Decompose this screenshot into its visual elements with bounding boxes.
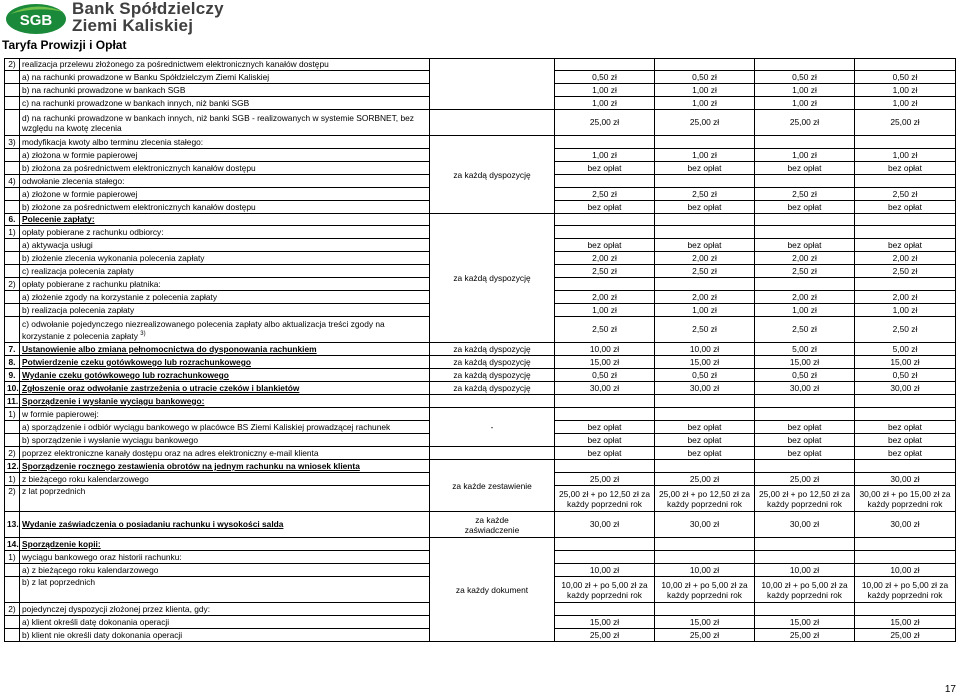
- fee-value: 30,00 zł: [555, 512, 655, 538]
- fee-value: 1,00 zł: [855, 149, 956, 162]
- bank-name-line2: Ziemi Kaliskiej: [72, 16, 194, 35]
- fee-value: 2,50 zł: [855, 265, 956, 278]
- fee-value: bez opłat: [755, 239, 855, 252]
- fee-value: 30,00 zł: [855, 473, 956, 486]
- fee-value: 5,00 zł: [855, 343, 956, 356]
- row-description: c) odwołanie pojedynczego niezrealizowanego polecenia zapłaty albo aktualizacja treści zgody na korzystanie z polecenia zapłaty $^{3)}$: [20, 317, 430, 343]
- fee-value: 25,00 zł + po 12,50 zł za każdy poprzedni rok: [755, 486, 855, 512]
- row-description: b) złożona za pośrednictwem elektronicznych kanałów dostępu: [20, 162, 430, 175]
- section-row: [5, 512, 956, 538]
- section-number: 12.: [5, 460, 20, 473]
- row-description: b) realizacja polecenia zapłaty: [20, 304, 430, 317]
- fee-value: 25,00 zł + po 12,50 zł za każdy poprzedni rok: [655, 486, 755, 512]
- unit-label: za każdą dyspozycję: [430, 382, 555, 395]
- fee-value: 25,00 zł: [555, 629, 655, 642]
- fee-value: 25,00 zł: [855, 110, 956, 136]
- fee-value: bez opłat: [555, 201, 655, 214]
- logo-text: SGB: [19, 12, 53, 29]
- fee-value: 2,00 zł: [855, 291, 956, 304]
- document-title: Taryfa Prowizji i Opłat: [2, 38, 127, 52]
- fee-value: bez opłat: [755, 421, 855, 434]
- fee-value: 25,00 zł: [655, 110, 755, 136]
- fee-value: 0,50 zł: [555, 71, 655, 84]
- fee-value: 0,50 zł: [655, 71, 755, 84]
- fee-value: 30,00 zł: [855, 382, 956, 395]
- fee-value: 0,50 zł: [755, 71, 855, 84]
- section-row: [5, 356, 956, 369]
- fee-value: 15,00 zł: [855, 356, 956, 369]
- fee-value: 25,00 zł: [555, 110, 655, 136]
- fee-value: bez opłat: [755, 434, 855, 447]
- fee-value: bez opłat: [655, 239, 755, 252]
- fee-value: 2,50 zł: [555, 317, 655, 343]
- row-description: b) złożone za pośrednictwem elektronicznych kanałów dostępu: [20, 201, 430, 214]
- row-description: realizacja przelewu złożonego za pośrednictwem elektronicznych kanałów dostępu: [20, 59, 430, 71]
- fee-value: 2,00 zł: [855, 252, 956, 265]
- fee-value: 1,00 zł: [855, 84, 956, 97]
- table-row: [5, 447, 956, 460]
- fee-value: 15,00 zł: [555, 356, 655, 369]
- row-description: b) z lat poprzednich: [20, 577, 430, 603]
- fee-value: bez opłat: [555, 447, 655, 460]
- fee-value: 25,00 zł: [855, 629, 956, 642]
- row-number: 2): [5, 59, 20, 71]
- row-number: 1): [5, 473, 20, 486]
- row-number: 4): [5, 175, 20, 188]
- row-description: z lat poprzednich: [20, 486, 430, 512]
- fee-value: bez opłat: [755, 201, 855, 214]
- fee-value: 30,00 zł + po 15,00 zł za każdy poprzedni rok: [855, 486, 956, 512]
- fee-value: 2,50 zł: [755, 317, 855, 343]
- section-title: Ustanowienie albo zmiana pełnomocnictwa do dysponowania rachunkiem: [20, 343, 430, 356]
- fee-value: 10,00 zł: [555, 564, 655, 577]
- row-number: 1): [5, 226, 20, 239]
- fee-value: bez opłat: [555, 162, 655, 175]
- fee-value: 15,00 zł: [655, 616, 755, 629]
- fee-value: 15,00 zł: [755, 616, 855, 629]
- row-number: 2): [5, 603, 20, 616]
- row-description: a) klient określi datę dokonania operacji: [20, 616, 430, 629]
- row-description: b) złożenie zlecenia wykonania polecenia zapłaty: [20, 252, 430, 265]
- fee-value: bez opłat: [655, 421, 755, 434]
- fee-value: bez opłat: [555, 434, 655, 447]
- row-description: pojedynczej dyspozycji złożonej przez klienta, gdy:: [20, 603, 430, 616]
- section-number: 8.: [5, 356, 20, 369]
- fee-value: 15,00 zł: [855, 616, 956, 629]
- row-number: 1): [5, 408, 20, 421]
- fee-value: 1,00 zł: [755, 149, 855, 162]
- row-description: a) aktywacja usługi: [20, 239, 430, 252]
- table-row: [5, 408, 956, 421]
- fee-value: 1,00 zł: [755, 84, 855, 97]
- fee-value: 1,00 zł: [655, 304, 755, 317]
- unit-label: za każdy dokument: [430, 538, 555, 642]
- row-description: modyfikacja kwoty albo terminu zlecenia stałego:: [20, 136, 430, 149]
- table-row: [5, 59, 956, 71]
- row-description: a) złożona w formie papierowej: [20, 149, 430, 162]
- fee-value: 1,00 zł: [655, 149, 755, 162]
- fee-value: 30,00 zł: [555, 382, 655, 395]
- fee-value: 2,00 zł: [655, 252, 755, 265]
- fee-value: 15,00 zł: [655, 356, 755, 369]
- fee-value: bez opłat: [755, 162, 855, 175]
- fee-value: 2,50 zł: [755, 265, 855, 278]
- fee-table: [4, 58, 956, 642]
- row-description: wyciągu bankowego oraz historii rachunku:: [20, 551, 430, 564]
- section-row: [5, 214, 956, 226]
- row-number: 1): [5, 551, 20, 564]
- section-title: Wydanie zaświadczenia o posiadaniu rachunku i wysokości salda: [20, 512, 430, 538]
- fee-value: 1,00 zł: [855, 97, 956, 110]
- row-number: 2): [5, 486, 20, 512]
- table-row: [5, 110, 956, 136]
- fee-value: 5,00 zł: [755, 343, 855, 356]
- row-number: 2): [5, 278, 20, 291]
- fee-value: 30,00 zł: [655, 512, 755, 538]
- section-title: Wydanie czeku gotówkowego lub rozrachunkowego: [20, 369, 430, 382]
- fee-value: bez opłat: [855, 447, 956, 460]
- fee-value: bez opłat: [855, 162, 956, 175]
- fee-value: 2,00 zł: [755, 291, 855, 304]
- fee-value: 25,00 zł: [755, 629, 855, 642]
- section-title: Potwierdzenie czeku gotówkowego lub rozrachunkowego: [20, 356, 430, 369]
- section-row: [5, 369, 956, 382]
- fee-value: 10,00 zł: [655, 564, 755, 577]
- fee-value: 10,00 zł + po 5,00 zł za każdy poprzedni rok: [855, 577, 956, 603]
- fee-value: bez opłat: [855, 434, 956, 447]
- section-row: [5, 460, 956, 473]
- fee-value: bez opłat: [655, 201, 755, 214]
- unit-label: za każdą dyspozycję: [430, 369, 555, 382]
- fee-value: 10,00 zł + po 5,00 zł za każdy poprzedni rok: [555, 577, 655, 603]
- fee-value: 1,00 zł: [555, 304, 655, 317]
- section-number: 7.: [5, 343, 20, 356]
- unit-label: za każdą dyspozycję: [430, 214, 555, 343]
- row-description: poprzez elektroniczne kanały dostępu oraz na adres elektroniczny e-mail klienta: [20, 447, 430, 460]
- fee-value: 1,00 zł: [755, 304, 855, 317]
- section-number: 14.: [5, 538, 20, 551]
- fee-value: 2,50 zł: [555, 188, 655, 201]
- table-row: [5, 136, 956, 149]
- row-number: 2): [5, 447, 20, 460]
- fee-value: bez opłat: [855, 239, 956, 252]
- row-description: z bieżącego roku kalendarzowego: [20, 473, 430, 486]
- fee-value: 1,00 zł: [855, 304, 956, 317]
- fee-value: bez opłat: [655, 447, 755, 460]
- fee-value: 2,50 zł: [555, 265, 655, 278]
- fee-value: bez opłat: [555, 421, 655, 434]
- section-number: 13.: [5, 512, 20, 538]
- fee-value: bez opłat: [855, 421, 956, 434]
- fee-value: 2,00 zł: [555, 252, 655, 265]
- row-description: a) złożone w formie papierowej: [20, 188, 430, 201]
- fee-value: 25,00 zł: [555, 473, 655, 486]
- row-description: b) sporządzenie i wysłanie wyciągu bankowego: [20, 434, 430, 447]
- section-title: Sporządzenie i wysłanie wyciągu bankowego:: [20, 395, 430, 408]
- section-number: 10.: [5, 382, 20, 395]
- sgb-logo: [4, 2, 68, 36]
- row-description: b) klient nie określi daty dokonania operacji: [20, 629, 430, 642]
- fee-value: 2,50 zł: [655, 265, 755, 278]
- section-number: 6.: [5, 214, 20, 226]
- fee-value: bez opłat: [655, 434, 755, 447]
- section-title: Polecenie zapłaty:: [20, 214, 430, 226]
- bank-name-line1: Bank Spółdzielczy: [72, 0, 224, 18]
- fee-value: bez opłat: [755, 447, 855, 460]
- unit-label: za każde zaświadczenie: [430, 512, 555, 538]
- unit-label: za każdą dyspozycję: [430, 343, 555, 356]
- unit-label: -: [430, 408, 555, 447]
- fee-value: 10,00 zł: [855, 564, 956, 577]
- section-title: Zgłoszenie oraz odwołanie zastrzeżenia o utracie czeków i blankietów: [20, 382, 430, 395]
- fee-value: 1,00 zł: [755, 97, 855, 110]
- fee-value: 30,00 zł: [655, 382, 755, 395]
- fee-value: 0,50 zł: [855, 71, 956, 84]
- fee-value: 10,00 zł: [555, 343, 655, 356]
- fee-value: 25,00 zł: [655, 473, 755, 486]
- fee-value: 25,00 zł: [655, 629, 755, 642]
- unit-label: za każdą dyspozycję: [430, 136, 555, 214]
- row-description: c) na rachunki prowadzone w bankach innych, niż banki SGB: [20, 97, 430, 110]
- section-row: [5, 395, 956, 408]
- fee-value: 30,00 zł: [755, 512, 855, 538]
- fee-value: 15,00 zł: [755, 356, 855, 369]
- fee-value: 25,00 zł: [755, 473, 855, 486]
- fee-value: 0,50 zł: [655, 369, 755, 382]
- fee-value: 0,50 zł: [855, 369, 956, 382]
- row-description: a) złożenie zgody na korzystanie z polecenia zapłaty: [20, 291, 430, 304]
- fee-value: 25,00 zł: [755, 110, 855, 136]
- row-description: w formie papierowej:: [20, 408, 430, 421]
- fee-value: 1,00 zł: [655, 84, 755, 97]
- section-row: [5, 538, 956, 551]
- page-header: [0, 0, 960, 60]
- page-number: 17: [944, 684, 956, 695]
- fee-value: 30,00 zł: [755, 382, 855, 395]
- fee-value: 2,50 zł: [655, 317, 755, 343]
- row-number: 3): [5, 136, 20, 149]
- row-description: a) na rachunki prowadzone w Banku Spółdzielczym Ziemi Kaliskiej: [20, 71, 430, 84]
- fee-value: 10,00 zł: [655, 343, 755, 356]
- row-description: a) z bieżącego roku kalendarzowego: [20, 564, 430, 577]
- fee-value: 1,00 zł: [555, 84, 655, 97]
- unit-label: za każdą dyspozycję: [430, 356, 555, 369]
- fee-value: 2,00 zł: [655, 291, 755, 304]
- fee-value: 2,50 zł: [655, 188, 755, 201]
- section-row: [5, 343, 956, 356]
- fee-value: 10,00 zł: [755, 564, 855, 577]
- row-description: opłaty pobierane z rachunku płatnika:: [20, 278, 430, 291]
- row-description: opłaty pobierane z rachunku odbiorcy:: [20, 226, 430, 239]
- fee-value: 15,00 zł: [555, 616, 655, 629]
- section-number: 11.: [5, 395, 20, 408]
- fee-value: 1,00 zł: [655, 97, 755, 110]
- fee-value: 30,00 zł: [855, 512, 956, 538]
- fee-value: 2,50 zł: [755, 188, 855, 201]
- unit-label: za każde zestawienie: [430, 460, 555, 512]
- row-description: d) na rachunki prowadzone w bankach innych, niż banki SGB - realizowanych w systemie SORBNET, bez względu na kwotę zlecenia: [20, 110, 430, 136]
- fee-value: 10,00 zł + po 5,00 zł za każdy poprzedni rok: [755, 577, 855, 603]
- section-number: 9.: [5, 369, 20, 382]
- bank-name: [72, 0, 224, 34]
- fee-value: bez opłat: [855, 201, 956, 214]
- section-row: [5, 382, 956, 395]
- fee-value: 25,00 zł + po 12,50 zł za każdy poprzedni rok: [555, 486, 655, 512]
- fee-value: 2,00 zł: [755, 252, 855, 265]
- fee-value: bez opłat: [655, 162, 755, 175]
- fee-value: 0,50 zł: [755, 369, 855, 382]
- fee-value: 2,50 zł: [855, 317, 956, 343]
- fee-value: 1,00 zł: [555, 149, 655, 162]
- fee-value: 2,00 zł: [555, 291, 655, 304]
- section-title: Sporządzenie rocznego zestawienia obrotów na jednym rachunku na wniosek klienta: [20, 460, 430, 473]
- row-description: b) na rachunki prowadzone w bankach SGB: [20, 84, 430, 97]
- section-title: Sporządzenie kopii:: [20, 538, 430, 551]
- fee-value: bez opłat: [555, 239, 655, 252]
- fee-value: 1,00 zł: [555, 97, 655, 110]
- fee-value: 0,50 zł: [555, 369, 655, 382]
- row-description: c) realizacja polecenia zapłaty: [20, 265, 430, 278]
- row-description: a) sporządzenie i odbiór wyciągu bankowego w placówce BS Ziemi Kaliskiej prowadzącej rachunek: [20, 421, 430, 434]
- fee-value: 10,00 zł + po 5,00 zł za każdy poprzedni rok: [655, 577, 755, 603]
- row-description: odwołanie zlecenia stałego:: [20, 175, 430, 188]
- fee-value: 2,50 zł: [855, 188, 956, 201]
